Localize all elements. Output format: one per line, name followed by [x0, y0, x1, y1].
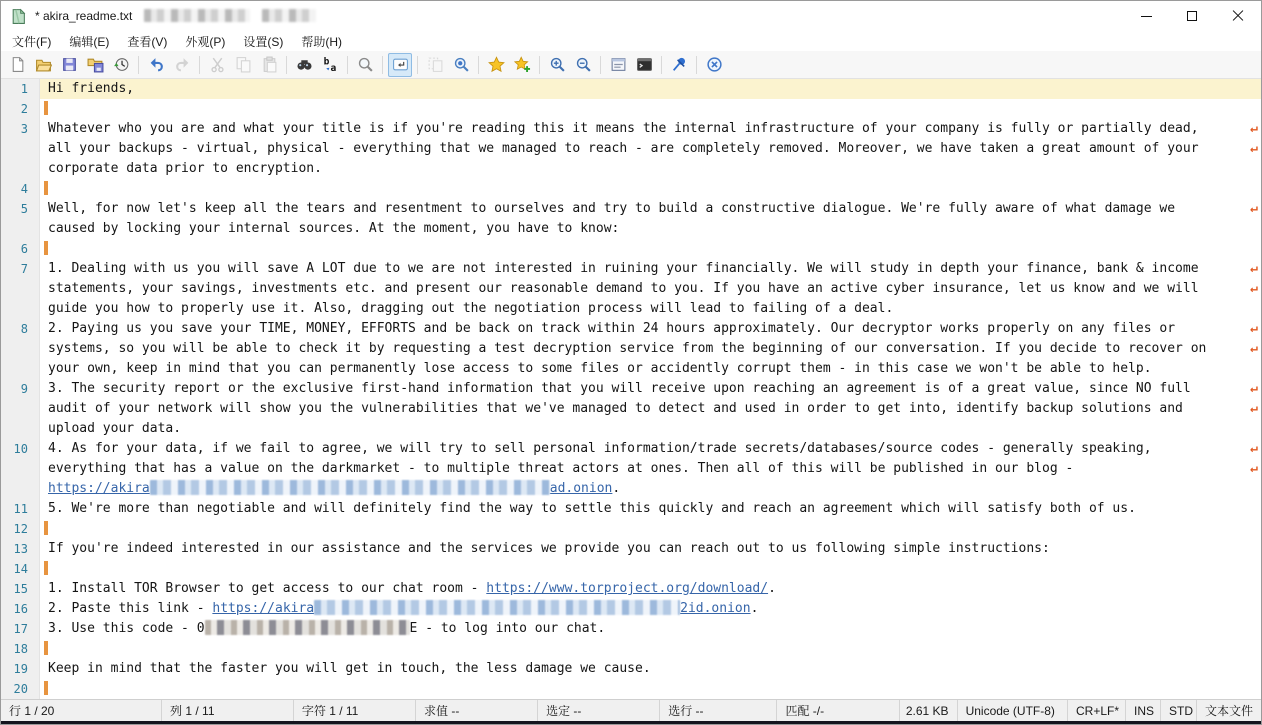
line-number-margin[interactable]: 18 [1, 639, 40, 659]
editor-text-row[interactable] [40, 159, 1261, 179]
editor-text: 4. As for your data, if we fail to agree, we will try to sell personal information/trade secrets/databases/source codes - generally speaking, [48, 441, 1152, 456]
url-link[interactable]: 2id.onion [680, 601, 751, 616]
editor-visual-row [1, 219, 1261, 239]
editor-text: corporate data prior to encryption. [48, 161, 322, 176]
line-number-margin[interactable]: 8 [1, 319, 40, 339]
preview-icon [357, 56, 374, 73]
editor-visual-row [1, 559, 1261, 579]
replace-icon [322, 56, 339, 73]
editor-text: caused by locking your internal sources. At the moment, you have to know: [48, 221, 620, 236]
line-number-margin[interactable]: 4 [1, 179, 40, 199]
editor-visual-row [1, 359, 1261, 379]
preview-button[interactable] [353, 53, 377, 77]
line-number-margin[interactable]: 11 [1, 499, 40, 519]
svg-text:a: a [330, 62, 336, 73]
editor-text: 1. Install TOR Browser to get access to our chat room - [48, 581, 487, 596]
title-bar [1, 1, 1261, 31]
add-favorite-button[interactable] [510, 53, 534, 77]
line-number-margin[interactable]: 7 [1, 259, 40, 279]
editor-visual-row [1, 419, 1261, 439]
new-file-icon [9, 56, 26, 73]
editor-text-row[interactable] [40, 379, 1261, 399]
maximize-button[interactable] [1169, 1, 1215, 31]
editor-text: 5. We're more than negotiable and will definitely find the way to settle this quickly and reach an agreement which will satisfy both of us. [48, 501, 1136, 516]
editor-visual-row [1, 399, 1261, 419]
menu-item-settings[interactable]: 设置(S) [243, 34, 284, 49]
editor-text: . [750, 601, 759, 616]
line-number-margin[interactable] [1, 219, 40, 239]
editor-text-row[interactable] [40, 419, 1261, 439]
minimize-button[interactable] [1123, 1, 1169, 31]
exit-button[interactable] [702, 53, 726, 77]
recent-files-icon [113, 56, 130, 73]
url-link[interactable]: https://www.torproject.org/download/ [486, 581, 769, 596]
line-number-margin[interactable]: 2 [1, 99, 40, 119]
redacted-text [205, 620, 410, 635]
empty-line-marker [44, 241, 48, 255]
editor-text-row[interactable] [40, 179, 1261, 199]
editor-text: Keep in mind that the faster you will get in touch, the less damage we cause. [48, 661, 651, 676]
line-number-margin[interactable]: 19 [1, 659, 40, 679]
maximize-icon [1187, 11, 1197, 21]
line-number-margin[interactable]: 9 [1, 379, 40, 399]
line-number-margin[interactable] [1, 159, 40, 179]
editor-area[interactable] [1, 79, 1261, 699]
editor-text: . [612, 481, 621, 496]
editor-text-row[interactable] [40, 639, 1261, 659]
editor-visual-row [1, 539, 1261, 559]
status-file-type[interactable]: 文本文件 [1205, 704, 1254, 718]
editor-text: audit of your network will show you the vulnerabilities that we've managed to detect and used in order to get into, identify backup solutions and [48, 401, 1183, 416]
scheme-config-icon [610, 56, 627, 73]
line-number-margin[interactable]: 13 [1, 539, 40, 559]
editor-text: 3. Use this code - 0 [48, 621, 205, 636]
cut-icon [209, 56, 226, 73]
editor-visual-row [1, 199, 1261, 219]
status-match[interactable]: 匹配 -/- [777, 700, 899, 721]
editor-text-row[interactable] [40, 219, 1261, 239]
menu-item-help[interactable]: 帮助(H) [301, 34, 342, 49]
editor-text-row[interactable] [40, 559, 1261, 579]
wrap-marker-icon: ↵ [1250, 201, 1258, 216]
empty-line-marker [44, 641, 48, 655]
editor-text-row[interactable] [40, 399, 1261, 419]
editor-visual-row [1, 639, 1261, 659]
editor-text: your own, keep in mind that you can permanently lose access to some files or accidently corrupt them - in this case we won't be able to help. [48, 361, 1152, 376]
redacted-text [262, 9, 316, 22]
line-number-margin[interactable]: 16 [1, 599, 40, 619]
editor-text: E - to log into our chat. [409, 621, 606, 636]
window-title: * akira_readme.txt [35, 9, 133, 23]
status-bar [1, 699, 1261, 721]
toolbar-separator [696, 56, 697, 74]
editor-visual-row [1, 459, 1261, 479]
editor-visual-row [1, 579, 1261, 599]
line-number-margin[interactable]: 20 [1, 679, 40, 699]
jump-to-button[interactable] [449, 53, 473, 77]
editor-text: Well, for now let's keep all the tears and resentment to ourselves and try to build a constructive dialogue. We're fully aware of what damage we [48, 201, 1176, 216]
line-number-margin[interactable] [1, 339, 40, 359]
save-file-icon [61, 56, 78, 73]
line-number-margin[interactable]: 3 [1, 119, 40, 139]
url-link[interactable]: ad.onion [549, 481, 613, 496]
editor-text: 2. Paste this link - [48, 601, 213, 616]
copy-move-button[interactable] [423, 53, 447, 77]
line-number-margin[interactable] [1, 479, 40, 499]
editor-text-row[interactable] [40, 579, 1261, 599]
wrap-marker-icon: ↵ [1250, 381, 1258, 396]
toolbar-separator [347, 56, 348, 74]
editor-visual-row [1, 79, 1261, 99]
word-wrap-icon [392, 56, 409, 73]
editor-text: upload your data. [48, 421, 182, 436]
editor-text-row[interactable] [40, 439, 1261, 459]
status-ovr-mode[interactable]: STD [1161, 700, 1197, 721]
editor-visual-row [1, 479, 1261, 499]
line-number-margin[interactable]: 14 [1, 559, 40, 579]
editor-text-row[interactable] [40, 99, 1261, 119]
editor-visual-row [1, 679, 1261, 699]
line-number-margin[interactable] [1, 139, 40, 159]
editor-text-row[interactable] [40, 119, 1261, 139]
editor-visual-row [1, 319, 1261, 339]
editor-text-row[interactable] [40, 79, 1261, 99]
paste-icon [261, 56, 278, 73]
editor-text: Whatever who you are and what your title is if you're reading this it means the internal infrastructure of your company is fully or partially dead, [48, 121, 1199, 136]
editor-visual-row [1, 599, 1261, 619]
status-column[interactable]: 列 1 / 11 [162, 700, 294, 721]
editor-text-row[interactable] [40, 519, 1261, 539]
editor-visual-row [1, 499, 1261, 519]
line-number-margin[interactable]: 12 [1, 519, 40, 539]
svg-text:b: b [323, 56, 329, 68]
editor-visual-row [1, 619, 1261, 639]
zoom-in-button[interactable] [545, 53, 569, 77]
empty-line-marker [44, 681, 48, 695]
status-character[interactable]: 字符 1 / 11 [294, 700, 416, 721]
editor-visual-row [1, 179, 1261, 199]
close-button[interactable] [1215, 1, 1261, 31]
wrap-marker-icon: ↵ [1250, 461, 1258, 476]
status-encoding[interactable]: Unicode (UTF-8) [958, 700, 1068, 721]
save-copy-icon [87, 56, 104, 73]
menu-bar [1, 31, 1261, 51]
redo-button[interactable] [170, 53, 194, 77]
editor-text-row[interactable] [40, 539, 1261, 559]
editor-text-row[interactable] [40, 259, 1261, 279]
editor-text-row[interactable] [40, 659, 1261, 679]
menu-item-view[interactable]: 查看(V) [127, 34, 168, 49]
editor-visual-row [1, 439, 1261, 459]
zoom-in-icon [549, 56, 566, 73]
line-number-margin[interactable] [1, 359, 40, 379]
editor-text: everything that has a value on the darkmarket - to multiple threat actors at ones. Then all of this will be published in our blog - [48, 461, 1074, 476]
toolbar-separator [286, 56, 287, 74]
wrap-marker-icon: ↵ [1250, 341, 1258, 356]
exit-icon [706, 56, 723, 73]
status-eol[interactable]: CR+LF* [1068, 700, 1126, 721]
cut-button[interactable] [205, 53, 229, 77]
status-eval[interactable]: 求值 -- [416, 700, 538, 721]
editor-text: 1. Dealing with us you will save A LOT due to we are not interested in ruining your financially. We will study in depth your finance, bank & income [48, 261, 1199, 276]
empty-line-marker [44, 181, 48, 195]
menu-item-appearance[interactable]: 外观(P) [185, 34, 226, 49]
toolbar-separator [661, 56, 662, 74]
paste-button[interactable] [257, 53, 281, 77]
editor-text-row[interactable] [40, 479, 1261, 499]
editor-text-row[interactable] [40, 499, 1261, 519]
editor-text-row[interactable] [40, 359, 1261, 379]
line-number-margin[interactable] [1, 299, 40, 319]
line-number-margin[interactable] [1, 279, 40, 299]
editor-text: systems, so you will be able to check it by requesting a test decryption service from the beginning of our conversation. If you decide to recover on [48, 341, 1207, 356]
word-wrap-button[interactable] [388, 53, 412, 77]
editor-text: Hi friends, [48, 81, 135, 96]
toolbar-separator [478, 56, 479, 74]
find-icon [296, 56, 313, 73]
toolbar [1, 51, 1261, 79]
redacted-text [150, 480, 550, 495]
new-file-button[interactable] [5, 53, 29, 77]
favorites-button[interactable] [484, 53, 508, 77]
editor-text: 3. The security report or the exclusive first-hand information that you will receive upon reaching an agreement is of a great value, since NO full [48, 381, 1191, 396]
window-bottom-border [1, 721, 1261, 724]
line-number-margin[interactable] [1, 459, 40, 479]
editor-text-row[interactable] [40, 239, 1261, 259]
find-button[interactable] [292, 53, 316, 77]
editor-text: . [768, 581, 776, 596]
editor-visual-row [1, 279, 1261, 299]
url-link[interactable]: https://akira [48, 481, 150, 496]
close-icon [1232, 10, 1244, 22]
editor-text-row[interactable] [40, 299, 1261, 319]
line-number-margin[interactable]: 15 [1, 579, 40, 599]
menu-item-file[interactable]: 文件(F) [12, 34, 52, 49]
wrap-marker-icon: ↵ [1250, 121, 1258, 136]
editor-visual-row [1, 159, 1261, 179]
replace-button[interactable] [318, 53, 342, 77]
editor-text: guide you how to properly use it. Also, dragging out the negotiation process will lead to failing of a deal. [48, 301, 894, 316]
wrap-marker-icon: ↵ [1250, 441, 1258, 456]
editor-visual-row [1, 519, 1261, 539]
open-file-button[interactable] [31, 53, 55, 77]
minimize-icon [1141, 16, 1152, 17]
editor-text-row[interactable] [40, 319, 1261, 339]
editor-text: If you're indeed interested in our assistance and the services we provide you can reach out to us following simple instructions: [48, 541, 1050, 556]
editor-text-row[interactable] [40, 459, 1261, 479]
always-on-top-button[interactable] [667, 53, 691, 77]
editor-visual-row [1, 139, 1261, 159]
toolbar-separator [539, 56, 540, 74]
line-number-margin[interactable]: 17 [1, 619, 40, 639]
redo-icon [174, 56, 191, 73]
copy-icon [235, 56, 252, 73]
status-selection[interactable]: 选定 -- [538, 700, 660, 721]
editor-visual-row [1, 339, 1261, 359]
toolbar-separator [600, 56, 601, 74]
undo-icon [148, 56, 165, 73]
editor-text-row[interactable] [40, 599, 1261, 619]
editor-visual-row [1, 299, 1261, 319]
editor-text: statements, your savings, investments etc. and present our reasonable demand to you. If you have an active cyber insurance, let us know and we will [48, 281, 1199, 296]
status-line[interactable]: 行 1 / 20 [1, 700, 162, 721]
editor-text-row[interactable] [40, 619, 1261, 639]
empty-line-marker [44, 561, 48, 575]
line-number-margin[interactable]: 5 [1, 199, 40, 219]
line-number-margin[interactable] [1, 399, 40, 419]
status-ins-mode[interactable]: INS [1126, 700, 1161, 721]
toolbar-separator [382, 56, 383, 74]
wrap-marker-icon: ↵ [1250, 261, 1258, 276]
status-sel-lines[interactable]: 选行 -- [660, 700, 777, 721]
editor-text: 2. Paying us you save your TIME, MONEY, EFFORTS and be back on track within 24 hours approximately. Our decryptor works properly on any files or [48, 321, 1176, 336]
save-copy-button[interactable] [83, 53, 107, 77]
empty-line-marker [44, 521, 48, 535]
status-file-size[interactable]: 2.61 KB [900, 700, 958, 721]
wrap-marker-icon: ↵ [1250, 141, 1258, 156]
copy-move-icon [427, 56, 444, 73]
editor-visual-row [1, 119, 1261, 139]
toolbar-separator [417, 56, 418, 74]
redacted-text [144, 9, 250, 22]
editor-visual-row [1, 379, 1261, 399]
wrap-marker-icon: ↵ [1250, 281, 1258, 296]
favorites-icon [488, 56, 505, 73]
line-number-margin[interactable]: 10 [1, 439, 40, 459]
editor-visual-row [1, 259, 1261, 279]
editor-text-row[interactable] [40, 139, 1261, 159]
open-file-icon [35, 56, 52, 73]
editor-text-row[interactable] [40, 679, 1261, 699]
scheme-config-button[interactable] [606, 53, 630, 77]
line-number-margin[interactable]: 6 [1, 239, 40, 259]
editor-text-row[interactable] [40, 339, 1261, 359]
jump-to-icon [453, 56, 470, 73]
zoom-out-button[interactable] [571, 53, 595, 77]
menu-item-edit[interactable]: 编辑(E) [69, 34, 110, 49]
undo-button[interactable] [144, 53, 168, 77]
redacted-text [314, 600, 680, 615]
app-icon [10, 8, 27, 25]
wrap-marker-icon: ↵ [1250, 321, 1258, 336]
line-number-margin[interactable]: 1 [1, 79, 40, 99]
editor-visual-row [1, 239, 1261, 259]
editor-text-row[interactable] [40, 279, 1261, 299]
console-button[interactable] [632, 53, 656, 77]
always-on-top-icon [671, 56, 688, 73]
console-icon [636, 56, 653, 73]
wrap-marker-icon: ↵ [1250, 401, 1258, 416]
copy-button[interactable] [231, 53, 255, 77]
toolbar-separator [199, 56, 200, 74]
toolbar-separator [138, 56, 139, 74]
editor-text: all your backups - virtual, physical - everything that we managed to reach - are completely removed. Moreover, we have taken a great amount of your [48, 141, 1199, 156]
empty-line-marker [44, 101, 48, 115]
recent-files-button[interactable] [109, 53, 133, 77]
add-favorite-icon [514, 56, 531, 73]
editor-visual-row [1, 99, 1261, 119]
save-file-button[interactable] [57, 53, 81, 77]
editor-text-row[interactable] [40, 199, 1261, 219]
redacted-title-path [132, 7, 316, 25]
url-link[interactable]: https://akira [212, 601, 315, 616]
line-number-margin[interactable] [1, 419, 40, 439]
editor-visual-row [1, 659, 1261, 679]
zoom-out-icon [575, 56, 592, 73]
